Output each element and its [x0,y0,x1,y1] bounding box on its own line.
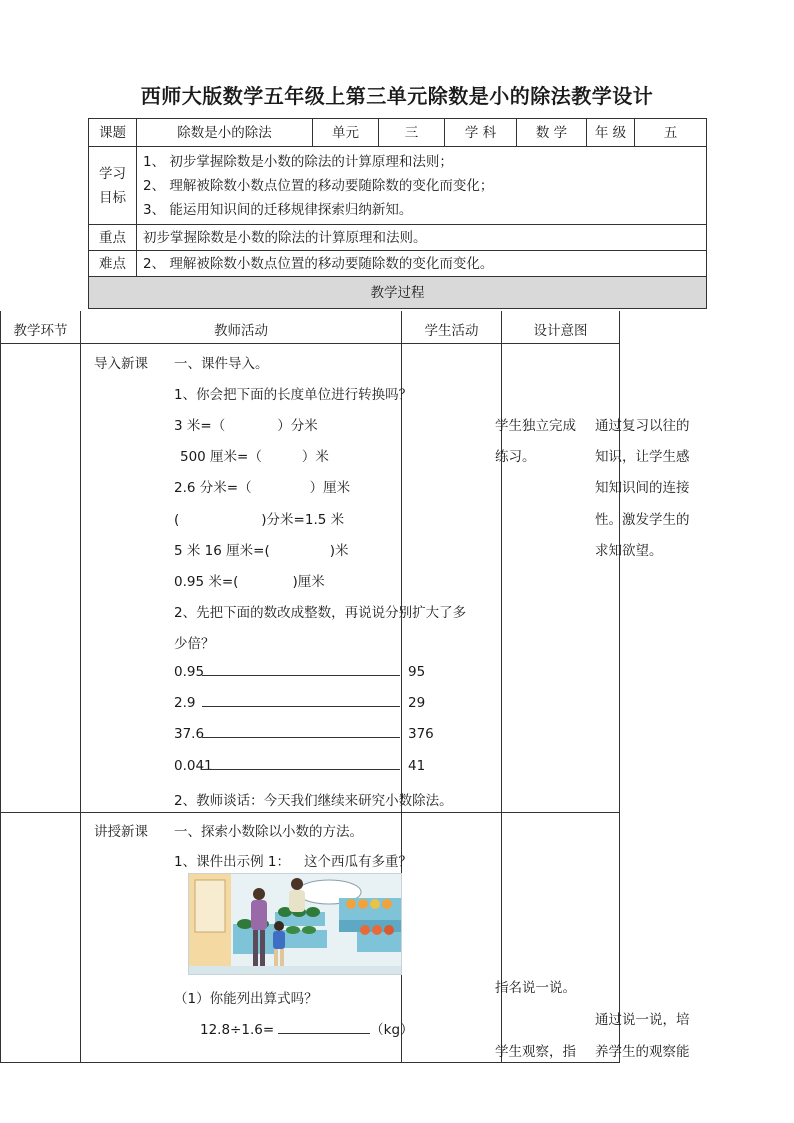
key-point-label: 重点 [89,225,137,251]
goal-item: 3、 能运用知识间的迁移规律探索归纳新知。 [143,201,413,218]
intro-student-activity-line-2: 练习。 [495,449,536,465]
unit-label: 单元 [313,119,379,147]
difficulty-value: 2、 理解被除数小数点位置的移动要随除数的变化而变化。 [137,251,707,277]
equation-unit: （kg） [370,1022,414,1038]
document-title: 西师大版数学五年级上第三单元除数是小的除法教学设计 [140,84,654,108]
key-point-value: 初步掌握除数是小数的除法的计算原理和法则。 [137,225,707,251]
pair-to: 41 [408,758,426,774]
unit-value: 三 [379,119,445,147]
goals-content [137,147,707,225]
intro-step-title: 一、课件导入。 [174,356,269,372]
conversion-right: ）分米 [277,418,318,434]
teaching-intent-line: 养学生的观察能 [595,1044,690,1060]
answer-blank [202,705,400,707]
conversion-right: )厘米 [292,574,325,590]
conversion-item-1 [174,414,318,434]
col-intent-header: 设计意图 [533,323,588,339]
topic-value: 除数是小的除法 [137,119,313,147]
watermelon-shop-illustration [188,873,402,975]
intro-intent-line: 性。激发学生的 [595,512,690,528]
pair-from: 0.95 [174,664,205,680]
scale-pair-3 [174,726,434,742]
process-columns-header [0,311,620,344]
question-1: （1）你能列出算式吗？ [174,991,318,1007]
conversion-item-2 [180,445,329,465]
conversion-item-6 [174,570,325,590]
pair-to: 95 [408,664,426,680]
process-header: 教学过程 [89,277,707,309]
topic-label: 课题 [89,119,137,147]
intro-student-activity-line-1: 学生独立完成 [495,418,576,434]
difficulty-label: 难点 [89,251,137,277]
grade-value: 五 [635,119,707,147]
lesson-header-table [88,118,707,309]
conversion-right: ）米 [301,449,329,465]
illustration-svg [189,874,401,974]
conversion-right: ）厘米 [309,480,351,496]
col-stage-header: 教学环节 [13,323,68,339]
goals-label-line-1: 学习 [99,165,126,182]
goal-item: 2、 理解被除数小数点位置的移动要随除数的变化而变化； [143,177,494,194]
pair-to: 29 [408,695,426,711]
example-question: 这个西瓜有多重？ [303,854,412,870]
conversion-left: ( [174,512,180,528]
goal-item: 1、 初步掌握除数是小数的除法的计算原理和法则； [143,153,453,170]
col-teacher-header: 教师活动 [214,323,268,339]
grade-label: 年 级 [587,119,635,147]
conversion-item-4 [174,508,344,528]
answer-blank [202,736,400,738]
intro-question-2-line-2: 少倍？ [174,636,215,652]
subject-label: 学 科 [445,119,517,147]
teaching-step-title: 一、探索小数除以小数的方法。 [174,824,363,840]
intro-teacher-talk: 2、教师谈话：今天我们继续来研究小数除法。 [174,793,453,809]
teaching-intent-line: 通过说一说，培 [595,1012,690,1028]
intro-question-1: 1、你会把下面的长度单位进行转换吗？ [174,387,413,403]
pair-from: 2.9 [174,695,196,711]
conversion-left: 0.95 米=( [174,574,239,590]
subject-value: 数 学 [517,119,587,147]
scale-pair-1 [174,664,425,680]
conversion-left: 5 米 16 厘米=( [174,543,270,559]
pair-from: 0.041 [174,758,213,774]
conversion-right: )米 [329,543,349,559]
answer-blank [202,768,400,770]
conversion-item-5 [174,539,349,559]
teaching-student-activity-1: 指名说一说。 [495,980,576,996]
pair-from: 37.6 [174,726,205,742]
pair-to: 376 [408,726,434,742]
goals-label-line-2: 目标 [99,189,126,206]
scale-pair-4 [174,758,425,774]
conversion-left: 500 厘米=（ [180,449,262,465]
intro-intent-line: 求知欲望。 [595,543,663,559]
conversion-left: 3 米=（ [174,418,226,434]
intro-intent-line: 知识，让学生感 [595,449,690,465]
col-student-header: 学生活动 [424,323,479,339]
teaching-stage-label: 讲授新课 [94,824,148,840]
equation-expression: 12.8÷1.6= [200,1022,275,1038]
conversion-right: )分米=1.5 米 [261,512,345,528]
conversion-item-3 [174,476,350,496]
conversion-left: 2.6 分米=（ [174,480,252,496]
intro-intent-line: 知知识间的连接 [595,480,690,496]
answer-blank [202,674,400,676]
equation-line [200,1018,414,1038]
example-prompt [174,850,412,870]
example-label: 1、课件出示例 1： [174,854,290,870]
teaching-student-activity-2: 学生观察，指 [495,1044,576,1060]
equation-blank [278,1032,370,1034]
intro-stage-label: 导入新课 [94,356,148,372]
scale-pair-2 [174,695,425,711]
goals-label [89,147,137,225]
intro-intent-line: 通过复习以往的 [595,418,690,434]
intro-question-2-line-1: 2、先把下面的数改成整数，再说说分别扩大了多 [174,605,467,621]
